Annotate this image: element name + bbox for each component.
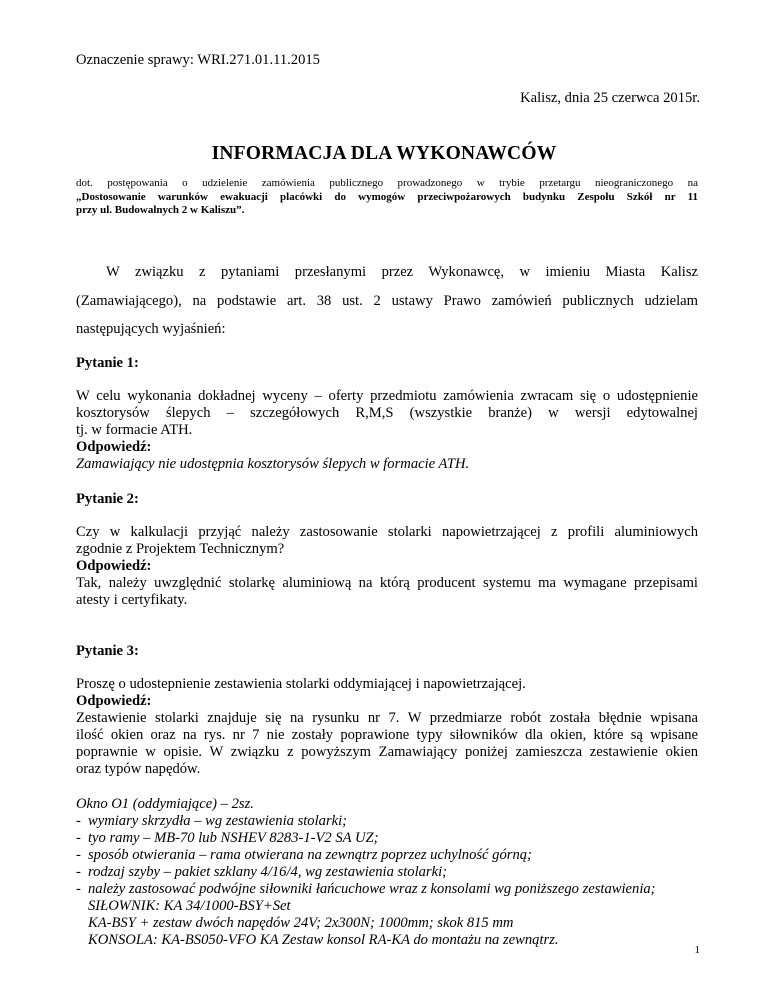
subject-intro: dot. postępowania o udzielenie zamówienia publicznego prowadzonego w trybie przetargu nieograniczonego na	[76, 177, 698, 189]
question-heading: Pytanie 3:	[76, 643, 139, 659]
question-text-line: tj. w formacie ATH.	[76, 422, 193, 438]
question-3	[76, 643, 698, 778]
question-text-line: kosztorysów ślepych – szczegółowych R,M,S (wszystkie branże) w wersji edytowalnej	[76, 405, 698, 421]
question-heading: Pytanie 1:	[76, 355, 139, 371]
preamble-line: W związku z pytaniami przesłanymi przez Wykonawcę, w imieniu Miasta Kalisz	[106, 264, 698, 280]
bracket-spec: KONSOLA: KA-BS050-VFO KA Zestaw konsol RA-KA do montażu na zewnątrz.	[88, 932, 559, 948]
answer-text-line: ilość okien oraz na rys. nr 7 nie zostały poprawione typy siłowników dla okien, które są wpisane	[76, 727, 698, 743]
question-text-line: W celu wykonania dokładnej wyceny – oferty przedmiotu zamówienia zwracam się o udostępnienie	[76, 388, 698, 404]
subject-title-line	[76, 191, 698, 205]
subject-block	[76, 177, 698, 218]
answer-text-line: atesty i certyfikaty.	[76, 592, 188, 608]
answer-label: Odpowiedź:	[76, 693, 152, 709]
window-spec-item: - wymiary skrzydła – wg zestawienia stolarki;	[76, 813, 698, 830]
window-spec-item: - należy zastosować podwójne siłowniki łańcuchowe wraz z konsolami wg poniższego zestawienia;	[76, 881, 698, 898]
place-and-date: Kalisz, dnia 25 czerwca 2015r.	[520, 90, 700, 106]
question-text-line: zgodnie z Projektem Technicznym?	[76, 541, 285, 557]
preamble-line: następujących wyjaśnień:	[76, 321, 226, 337]
document-title: INFORMACJA DLA WYKONAWCÓW	[211, 143, 557, 164]
answer-text-line: Zestawienie stolarki znajduje się na rysunku nr 7. W przedmiarze robót została błędnie wpisana	[76, 710, 698, 726]
preamble	[76, 258, 698, 344]
window-spec-item: - tyo ramy – MB-70 lub NSHEV 8283-1-V2 SA UZ;	[76, 830, 698, 847]
subject-title-part2: przy ul. Budowalnych 2 w Kaliszu”.	[76, 204, 245, 216]
window-spec-item: - sposób otwierania – rama otwierana na zewnątrz poprzez uchylność górną;	[76, 847, 698, 864]
actuator-spec: SIŁOWNIK: KA 34/1000-BSY+Set	[88, 898, 291, 914]
window-spec-list	[76, 813, 698, 898]
question-1	[76, 355, 698, 473]
question-text-line: Proszę o udostepnienie zestawienia stolarki oddymiającej i napowietrzającej.	[76, 676, 526, 692]
case-reference: Oznaczenie sprawy: WRI.271.01.11.2015	[76, 52, 320, 68]
answer-label: Odpowiedź:	[76, 558, 152, 574]
subject-title-part1: „Dostosowanie warunków ewakuacji placówki do wymogów przeciwpożarowych budynku Zespołu Szkół nr 11	[76, 190, 698, 203]
subject-title-line	[76, 204, 698, 218]
actuator-detail: KA-BSY + zestaw dwóch napędów 24V; 2x300N; 1000mm; skok 815 mm	[88, 915, 514, 931]
page-number: 1	[694, 944, 700, 956]
window-spec	[76, 796, 698, 949]
question-2	[76, 491, 698, 609]
question-text-line: Czy w kalkulacji przyjąć należy zastosowanie stolarki napowietrzającej z profili aluminiowych	[76, 524, 698, 540]
preamble-line: (Zamawiającego), na podstawie art. 38 ust. 2 ustawy Prawo zamówień publicznych udzielam	[76, 292, 698, 309]
window-spec-title: Okno O1 (oddymiające) – 2sz.	[76, 796, 254, 812]
answer-text-line: poprawnie w opisie. W związku z powyższym Zamawiający poniżej zamieszcza zestawienie okien	[76, 744, 698, 760]
answer-label: Odpowiedź:	[76, 439, 152, 455]
answer-text: Zamawiający nie udostępnia kosztorysów ślepych w formacie ATH.	[76, 456, 470, 472]
answer-text-line: Tak, należy uwzględnić stolarkę aluminiową na którą producent systemu ma wymagane przepisami	[76, 575, 698, 591]
answer-text-line: oraz typów napędów.	[76, 761, 201, 777]
window-spec-item: - rodzaj szyby – pakiet szklany 4/16/4, wg zestawienia stolarki;	[76, 864, 698, 881]
question-heading: Pytanie 2:	[76, 491, 139, 507]
